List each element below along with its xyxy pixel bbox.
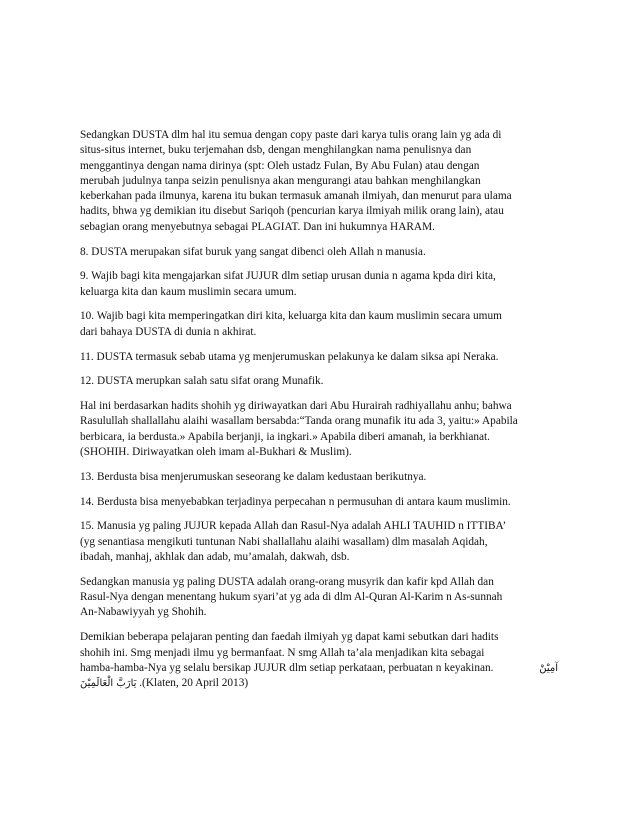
text-line: (SHOHIH. Diriwayatkan oleh imam al-Bukhari & Muslim). [80, 446, 352, 459]
text-line: Sedangkan DUSTA dlm hal itu semua dengan copy paste dari karya tulis orang lain yg ada di [80, 129, 502, 141]
text-line: Hal ini berdasarkan hadits shohih yg diriwayatkan dari Abu Hurairah radhiyallahu anhu; bahwa [80, 400, 512, 413]
text-line: situs-situs internet, buku terjemahan dsb, dengan menghilangkan nama penulisnya dan [80, 144, 472, 157]
text-line: keberkahan pada ilmunya, karena itu bukan termasuk amanah ilmiyah, dan menurut para ulama [80, 190, 512, 203]
text-line: Sedangkan manusia yg paling DUSTA adalah orang-orang musyrik dan kafir kpd Allah dan [80, 575, 494, 588]
paragraph [80, 399, 560, 460]
closing-line-2: shohih ini. Smg menjadi ilmu yg bermanfaat. N smg Allah ta’ala menjadikan kita sebagai [80, 646, 485, 659]
text-line: dari bahaya DUSTA di dunia n akhirat. [80, 325, 257, 338]
paragraph [80, 575, 560, 621]
text-line: 15. Manusia yg paling JUJUR kepada Allah dan Rasul-Nya adalah AHLI TAUHID n ITTIBA’ [80, 520, 507, 533]
amin-arabic-text: آمِيْنْ [539, 662, 558, 674]
paragraph [80, 309, 560, 340]
paragraph-list [80, 128, 560, 621]
closing-line-1: Demikian beberapa pelajaran penting dan faedah ilmiyah yg dapat kami sebutkan dari hadits [80, 631, 499, 644]
paragraph [80, 128, 560, 235]
text-line: 11. DUSTA termasuk sebab utama yg menjerumuskan pelakunya ke dalam siksa api Neraka. [80, 350, 499, 363]
signoff-text: .(Klaten, 20 April 2013) [139, 677, 249, 690]
text-line: ibadah, manhaj, akhlak dan adab, mu’amalah, dakwah, dsb. [80, 551, 350, 564]
closing-line-3 [80, 661, 560, 676]
text-line: 8. DUSTA merupakan sifat buruk yang sangat dibenci oleh Allah n manusia. [80, 245, 426, 258]
paragraph [80, 350, 560, 365]
document-body [80, 128, 560, 701]
text-line: (yg senantiasa mengikuti tuntunan Nabi shallallahu alaihi wasallam) dlm masalah Aqidah, [80, 535, 488, 548]
text-line: 14. Berdusta bisa menyebabkan terjadinya perpecahan n permusuhan di antara kaum muslimin. [80, 495, 511, 508]
closing-line-4 [80, 676, 560, 691]
text-line: 13. Berdusta bisa menjerumuskan seseorang ke dalam kedustaan berikutnya. [80, 470, 427, 483]
paragraph [80, 245, 560, 260]
text-line: Rasul-Nya dengan menentang hukum syari’at yg ada di dlm Al-Quran Al-Karim n As-sunnah [80, 591, 503, 604]
text-line: sebagian orang menyebutnya sebagai PLAGIAT. Dan ini hukumnya HARAM. [80, 220, 435, 233]
text-line: An-Nabawiyyah yg Shohih. [80, 606, 207, 619]
text-line: berbicara, ia berdusta.» Apabila berjanji, ia ingkari.» Apabila diberi amanah, ia berkhianat. [80, 430, 490, 443]
closing-line-3-text: hamba-hamba-Nya yg selalu bersikap JUJUR dlm setiap perkataan, perbuatan n keyakinan. [80, 661, 494, 674]
paragraph [80, 269, 560, 300]
text-line: menggantinya dengan nama dirinya (spt: Oleh ustadz Fulan, By Abu Fulan) atau dengan [80, 159, 480, 172]
closing-paragraph [80, 630, 560, 691]
text-line: Rasulullah shallallahu alaihi wasallam bersabda:“Tanda orang munafik itu ada 3, yaitu:» Apabila [80, 415, 518, 428]
paragraph [80, 495, 560, 510]
paragraph [80, 519, 560, 565]
text-line: 10. Wajib bagi kita memperingatkan diri kita, keluarga kita dan kaum muslimin secara umum [80, 310, 502, 323]
text-line: 9. Wajib bagi kita mengajarkan sifat JUJUR dlm setiap urusan dunia n agama kpda diri kita, [80, 270, 496, 283]
paragraph [80, 470, 560, 485]
text-line: hadits, bhwa yg demikian itu disebut Sariqoh (pencurian karya ilmiyah milik orang lain), atau [80, 205, 504, 218]
rabb-arabic-text: يَارَبَّ الْعَالَمِيْنَ [80, 678, 137, 690]
text-line: keluarga kita dan kaum muslimin secara umum. [80, 285, 297, 298]
text-line: merubah judulnya tanpa seizin penulisnya akan mengurangi atau bahkan menghilangkan [80, 174, 481, 187]
text-line: 12. DUSTA merupkan salah satu sifat orang Munafik. [80, 375, 324, 388]
paragraph [80, 374, 560, 389]
